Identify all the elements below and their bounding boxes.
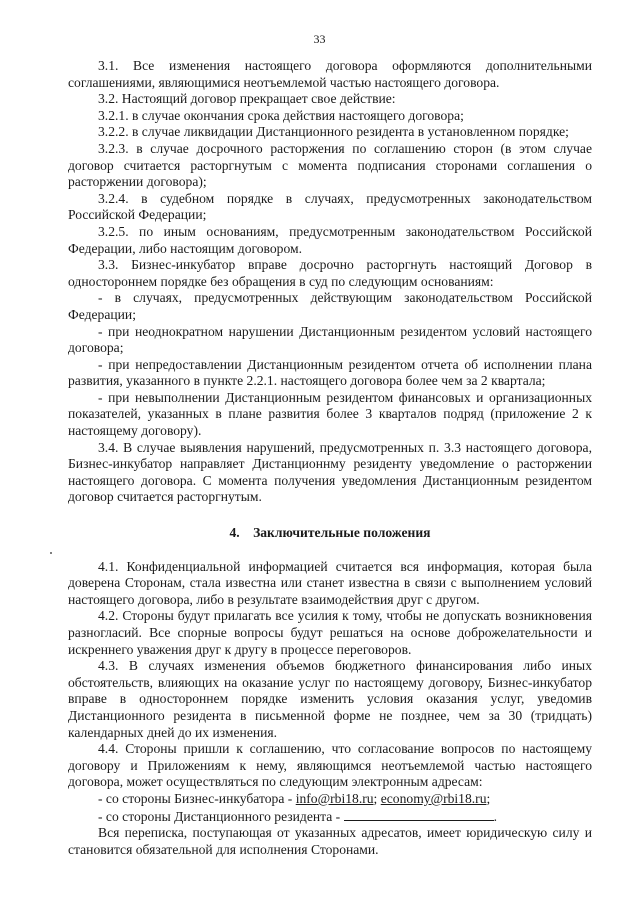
clause-4-2: 4.2. Стороны будут прилагать все усилия к тому, чтобы не допускать возникновения разногласий. Все спорные вопросы будут решаться на основе доброжелательности и искреннего уважения друг к другу в процессе переговоров. (68, 608, 592, 657)
resident-contacts-label: - со стороны Дистанционного резидента - (98, 808, 344, 824)
clause-4-1: 4.1. Конфиденциальной информацией считается вся информация, которая была доверена Сторонам, стала известна или станет известна в связи с выполнением условий настоящего договора, либо в результате взаимодействия друг с другом. (68, 558, 592, 607)
email-link-info[interactable]: info@rbi18.ru (295, 790, 374, 806)
clause-3-2-1: 3.2.1. в случае окончания срока действия настоящего договора; (98, 107, 464, 123)
clause-3-2-4: 3.2.4. в судебном порядке в случаях, предусмотренных законодательством Российской Федерации; (68, 190, 592, 223)
clause-3-3-item-1: - в случаях, предусмотренных действующим законодательством Российской Федерации; (68, 290, 592, 322)
resident-contacts (68, 808, 592, 826)
section-number: 4. (229, 525, 240, 541)
incubator-contacts-label: - со стороны Бизнес-инкубатора - (98, 790, 296, 806)
section-title: Заключительные положения (253, 525, 431, 541)
clause-4-4: 4.4. Стороны пришли к соглашению, что согласование вопросов по настоящему договору и Приложениям к нему, являющимся неотъемлемой частью настоящего договора, может осуществляться по следующим электронным адресам: (68, 741, 592, 790)
incubator-contacts (68, 791, 592, 808)
email-separator: ; (373, 790, 381, 806)
clause-3-3: 3.3. Бизнес-инкубатор вправе досрочно расторгнуть настоящий Договор в одностороннем порядке без обращения в суд по следующим основаниям: (68, 257, 592, 289)
clause-3-2-2: 3.2.2. в случае ликвидации Дистанционного резидента в установленном порядке; (98, 124, 569, 140)
clause-3-2-5: 3.2.5. по иным основаниям, предусмотренным законодательством Российской Федерации, либо настоящим договором. (68, 223, 592, 256)
email-terminator: ; (486, 790, 491, 806)
section-heading (68, 525, 592, 542)
clause-3-3-item-4: - при невыполнении Дистанционным резидентом финансовых и организационных показателей, указанных в плане развития более 3 кварталов подряд (приложение 2 к настоящему договору). (68, 389, 592, 439)
resident-terminator: . (493, 808, 498, 824)
clause-3-4: 3.4. В случае выявления нарушений, предусмотренных п. 3.3 настоящего договора, Бизнес-инкубатор направляет Дистанционнму резиденту уведомление о расторжении настоящего договора. С момента получения уведомления Дистанционным резидентом договор считается расторгнутым. (68, 439, 592, 505)
margin-mark (50, 552, 52, 554)
clause-3-2-3: 3.2.3. в случае досрочного расторжения по соглашению сторон (в этом случае договор считается расторгнутым с момента подписания сторонами соглашения о расторжении договора); (68, 140, 592, 190)
email-link-economy[interactable]: economy@rbi18.ru (380, 790, 487, 806)
clause-3-3-item-2: - при неоднократном нарушении Дистанционным резидентом условий настоящего договора; (68, 323, 592, 356)
resident-email-blank (344, 808, 494, 821)
clause-3-3-item-3: - при непредоставлении Дистанционным резидентом отчета об исполнении плана развития, указанного в пункте 2.2.1. настоящего договора более чем за 2 квартала; (68, 356, 592, 389)
closing-paragraph: Вся переписка, поступающая от указанных адресатов, имеет юридическую силу и становится обязательной для исполнения Сторонами. (68, 825, 592, 857)
clause-3-1: 3.1. Все изменения настоящего договора оформляются дополнительными соглашениями, являющимися неотъемлемой частью настоящего договора. (68, 58, 592, 90)
document-body (68, 58, 592, 858)
clause-4-3: 4.3. В случаях изменения объемов бюджетного финансирования либо иных обстоятельств, влияющих на оказание услуг по настоящему договору, Бизнес-инкубатор вправе в одностороннем порядке изменить условия оказания услуг, уведомив Дистанционного резидента в письменной форме не позднее, чем за 30 (тридцать) календарных дней до их изменения. (68, 658, 592, 740)
clause-3-2: 3.2. Настоящий договор прекращает свое действие: (98, 91, 396, 107)
page-number: 33 (313, 32, 326, 46)
